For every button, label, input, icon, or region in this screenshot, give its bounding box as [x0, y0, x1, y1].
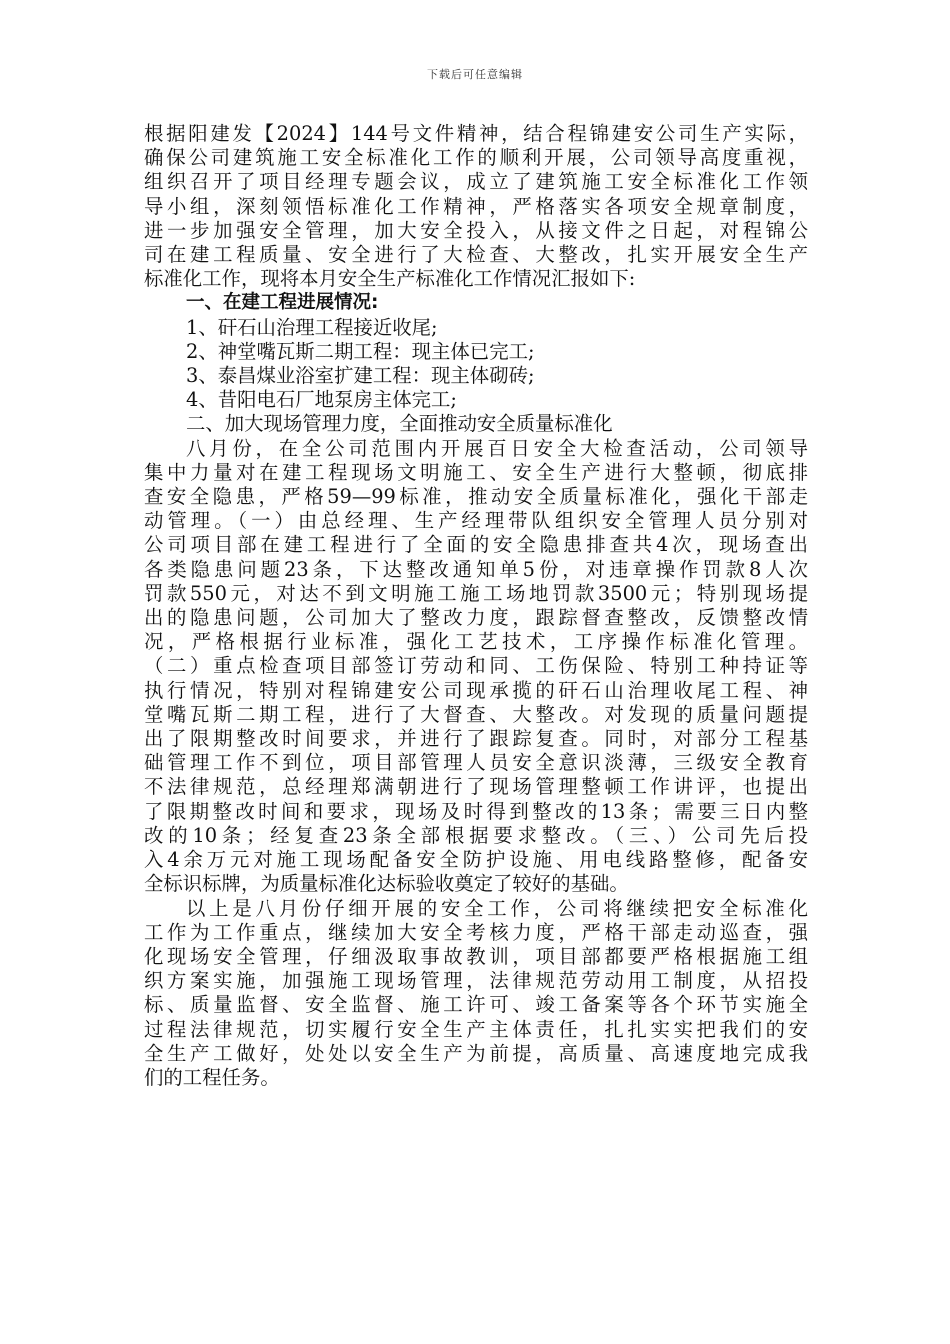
text-line: 了限期整改时间和要求，现场及时得到整改的13条；需要三日内整: [144, 799, 808, 823]
text-line: 改的10条；经复查23条全部根据要求整改。（三、）公司先后投: [144, 823, 808, 847]
text-line: 础管理工作不到位，项目部管理人员安全意识淡薄，三级安全教育: [144, 751, 808, 775]
text-line: 集中力量对在建工程现场文明施工、安全生产进行大整顿，彻底排: [144, 460, 808, 484]
text-line: 过程法律规范，切实履行安全生产主体责任，扎扎实实把我们的安: [144, 1017, 808, 1041]
text-line: 出了限期整改时间要求，并进行了跟踪复查。同时，对部分工程基: [144, 727, 808, 751]
section-heading: 一、在建工程进展情况:: [186, 292, 379, 314]
text-line: 公司项目部在建工程进行了全面的安全隐患排查共4次，现场查出: [144, 533, 808, 557]
text-line: 动管理。（一）由总经理、生产经理带队组织安全管理人员分别对: [144, 509, 808, 533]
text-line: 各类隐患问题23条，下达整改通知单5份，对违章操作罚款8人次: [144, 557, 808, 581]
text-line: 司在建工程质量、安全进行了大检查、大整改，扎实开展安全生产: [144, 243, 808, 267]
list-item: 2、神堂嘴瓦斯二期工程：现主体已完工;: [186, 339, 535, 363]
document-body: [144, 122, 808, 1090]
list-item: 3、泰昌煤业浴室扩建工程：现主体砌砖;: [186, 364, 535, 388]
text-line: 根据阳建发【2024】144号文件精神，结合程锦建安公司生产实际，: [144, 122, 808, 145]
text-line: 入4余万元对施工现场配备安全防护设施、用电线路整修，配备安: [144, 848, 808, 872]
text-line: 况，严格根据行业标准，强化工艺技术，工序操作标准化管理。: [144, 630, 808, 654]
text-line: 执行情况，特别对程锦建安公司现承揽的矸石山治理收尾工程、神: [144, 678, 808, 702]
text-line: 全生产工做好，处处以安全生产为前提，高质量、高速度地完成我: [144, 1041, 808, 1065]
text-line: 罚款550元，对达不到文明施工施工场地罚款3500元；特别现场提: [144, 581, 808, 605]
text-line: 织方案实施，加强施工现场管理，法律规范劳动用工制度，从招投: [144, 969, 808, 993]
list-item: 4、昔阳电石厂地泵房主体完工;: [186, 388, 457, 412]
section-management: [144, 412, 808, 896]
text-line: 堂嘴瓦斯二期工程，进行了大督查、大整改。对发现的质量问题提: [144, 702, 808, 726]
text-line: 进一步加强安全管理，加大安全投入，从接文件之日起，对程锦公: [144, 218, 808, 242]
text-line: 出的隐患问题，公司加大了整改力度，跟踪督查整改，反馈整改情: [144, 606, 808, 630]
text-line: （二）重点检查项目部签订劳动和同、工伤保险、特别工种持证等: [144, 654, 808, 678]
text-line: 以上是八月份仔细开展的安全工作，公司将继续把安全标准化: [186, 896, 808, 920]
text-line: 化现场安全管理，仔细汲取事故教训，项目部都要严格根据施工组: [144, 944, 808, 968]
text-line: 们的工程任务。: [144, 1065, 280, 1089]
conclusion-paragraph: [144, 897, 808, 1091]
text-line: 确保公司建筑施工安全标准化工作的顺利开展，公司领导高度重视，: [144, 146, 808, 170]
text-line: 标、质量监督、安全监督、施工许可、竣工备案等各个环节实施全: [144, 993, 808, 1017]
text-line: 工作为工作重点，继续加大安全考核力度，严格干部走动巡查，强: [144, 920, 808, 944]
page-header: 下载后可任意编辑: [427, 68, 523, 81]
list-item: 1、矸石山治理工程接近收尾;: [186, 315, 438, 339]
text-line: 组织召开了项目经理专题会议，成立了建筑施工安全标准化工作领: [144, 170, 808, 194]
section-progress: [144, 291, 808, 412]
text-line: 全标识标牌，为质量标准化达标验收奠定了较好的基础。: [144, 872, 629, 896]
text-line: 八月份，在全公司范围内开展百日安全大检查活动，公司领导: [186, 436, 808, 460]
text-line: 标准化工作，现将本月安全生产标准化工作情况汇报如下:: [144, 267, 636, 291]
intro-paragraph: [144, 122, 808, 291]
section-heading: 二、加大现场管理力度，全面推动安全质量标准化: [186, 412, 613, 436]
text-line: 查安全隐患，严格59—99标准，推动安全质量标准化，强化干部走: [144, 485, 808, 509]
text-line: 不法律规范，总经理郑满朝进行了现场管理整顿工作讲评，也提出: [144, 775, 808, 799]
text-line: 导小组，深刻领悟标准化工作精神，严格落实各项安全规章制度，: [144, 194, 808, 218]
